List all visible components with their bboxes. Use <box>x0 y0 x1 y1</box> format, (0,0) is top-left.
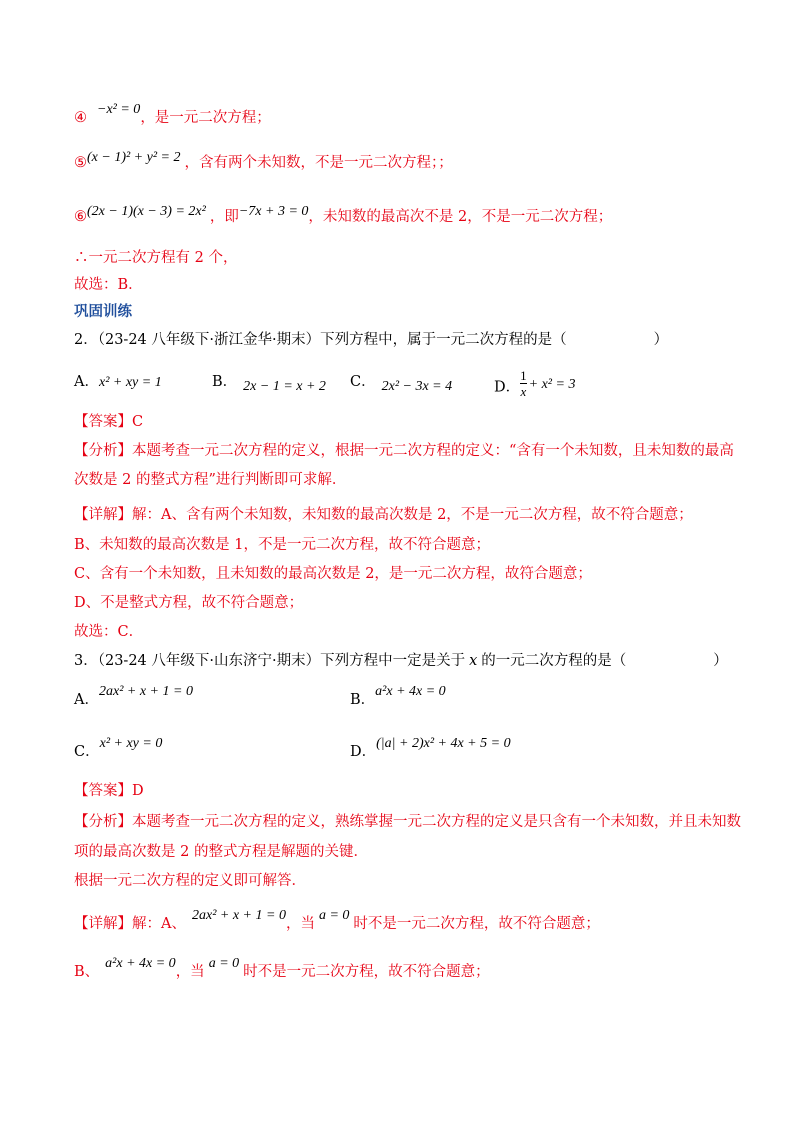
equation: a²x + 4x = 0 <box>105 956 176 971</box>
variable-x: x <box>469 653 478 669</box>
equation: a²x + 4x = 0 <box>375 684 446 699</box>
solution-text: ，含有两个未知数，不是一元二次方程；； <box>184 155 453 171</box>
solution-text: ，是一元二次方程； <box>140 110 271 126</box>
q2-detail-4: D、不是整式方程，故不符合题意； <box>74 595 304 611</box>
q2-analysis-2: 次数是 2 的整式方程”进行判断即可求解． <box>74 472 347 488</box>
equation: −7x + 3 = 0 <box>238 204 309 219</box>
fraction-numerator: 1 <box>520 368 527 383</box>
q2-analysis-1: 【分析】本题考查一元二次方程的定义，根据一元二次方程的定义：“含有一个未知数，且未知数的最高 <box>74 443 734 459</box>
detail-text: 时不是一元二次方程，故不符合题意； <box>243 964 490 980</box>
q3-analysis-2: 项的最高次数是 2 的整式方程是解题的关键． <box>74 844 368 860</box>
section-title: 巩固训练 <box>74 303 132 320</box>
equation-text: (x − 1)² + y² = 2 <box>87 150 181 165</box>
option-label: A． <box>74 374 99 390</box>
q3-option-d <box>350 736 511 763</box>
q3-analysis-1: 【分析】本题考查一元二次方程的定义，熟练掌握一元二次方程的定义是只含有一个未知数，并且未知数 <box>74 814 741 830</box>
stem-text: 3．（23-24 八年级下·山东济宁·期末）下列方程中一定是关于 <box>74 653 466 669</box>
q2-option-d <box>494 368 576 403</box>
item-number: ④ <box>74 110 87 126</box>
detail-text: ，当 <box>285 916 315 932</box>
equation: + x² = 3 <box>528 376 576 392</box>
option-label: B． <box>212 374 238 390</box>
q2-choice: 故选：C． <box>74 624 144 640</box>
solution-line-4 <box>74 102 271 129</box>
detail-text: 时不是一元二次方程，故不符合题意； <box>353 916 600 932</box>
choice-line: 故选：B． <box>74 277 143 293</box>
equation <box>87 148 181 168</box>
q3-detail-2 <box>74 956 490 983</box>
fraction-denominator: x <box>520 384 527 399</box>
question-3-stem <box>74 651 728 671</box>
q2-detail-2: B、未知数的最高次数是 1，不是一元二次方程，故不符合题意； <box>74 537 490 553</box>
equation: (|a| + 2)x² + 4x + 5 = 0 <box>376 736 511 751</box>
question-2-stem: 2．（23-24 八年级下·浙江金华·期末）下列方程中，属于一元二次方程的是（ ） <box>74 332 669 348</box>
detail-text: ，当 <box>175 964 205 980</box>
option-label: C． <box>74 744 100 760</box>
q3-option-c <box>74 736 163 763</box>
q2-detail-3: C、含有一个未知数，且未知数的最高次数是 2，是一元二次方程，故符合题意； <box>74 566 592 582</box>
solution-line-6 <box>74 204 613 228</box>
equation: 2x − 1 = x + 2 <box>243 379 326 394</box>
option-label: C． <box>350 374 376 390</box>
item-number: ⑥ <box>74 209 87 225</box>
q3-analysis-3: 根据一元二次方程的定义即可解答． <box>74 873 306 889</box>
solution-line-5 <box>74 150 453 174</box>
equation: 2x² − 3x = 4 <box>381 379 453 394</box>
item-number: ⑤ <box>74 155 87 171</box>
equation: 2ax² + x + 1 = 0 <box>98 684 193 699</box>
option-label: D． <box>494 379 521 396</box>
equation: a = 0 <box>208 956 240 971</box>
q2-detail-1: 【详解】解：A、含有两个未知数，未知数的最高次数是 2，不是一元二次方程，故不符合题意； <box>74 507 693 523</box>
stem-text: 的一元二次方程的是（ ） <box>481 653 728 669</box>
conclusion-line: ∴一元二次方程有 2 个， <box>74 250 238 266</box>
q3-detail-1 <box>74 908 600 935</box>
equation: x² + xy = 1 <box>98 375 162 390</box>
option-label: A． <box>74 692 99 708</box>
solution-text: ，未知数的最高次不是 2，不是一元二次方程； <box>308 209 613 225</box>
fraction <box>520 368 527 399</box>
q3-option-b <box>350 684 446 711</box>
q2-option-c <box>350 372 452 393</box>
equation: x² + xy = 0 <box>99 736 163 751</box>
equation: a = 0 <box>318 908 350 923</box>
q2-option-a <box>74 372 162 393</box>
q3-answer: 【答案】D <box>74 783 144 799</box>
detail-text: 【详解】解：A、 <box>74 916 186 932</box>
option-label: B． <box>350 692 376 708</box>
q2-option-b <box>212 372 326 393</box>
equation: 2ax² + x + 1 = 0 <box>191 908 286 923</box>
q3-option-a <box>74 684 193 711</box>
equation: (2x − 1)(x − 3) = 2x² <box>87 204 206 219</box>
q2-answer: 【答案】C <box>74 414 144 430</box>
option-label: D． <box>350 744 377 760</box>
detail-text: B、 <box>74 964 100 980</box>
solution-text: ，即 <box>209 209 239 225</box>
equation: −x² = 0 <box>97 102 141 117</box>
